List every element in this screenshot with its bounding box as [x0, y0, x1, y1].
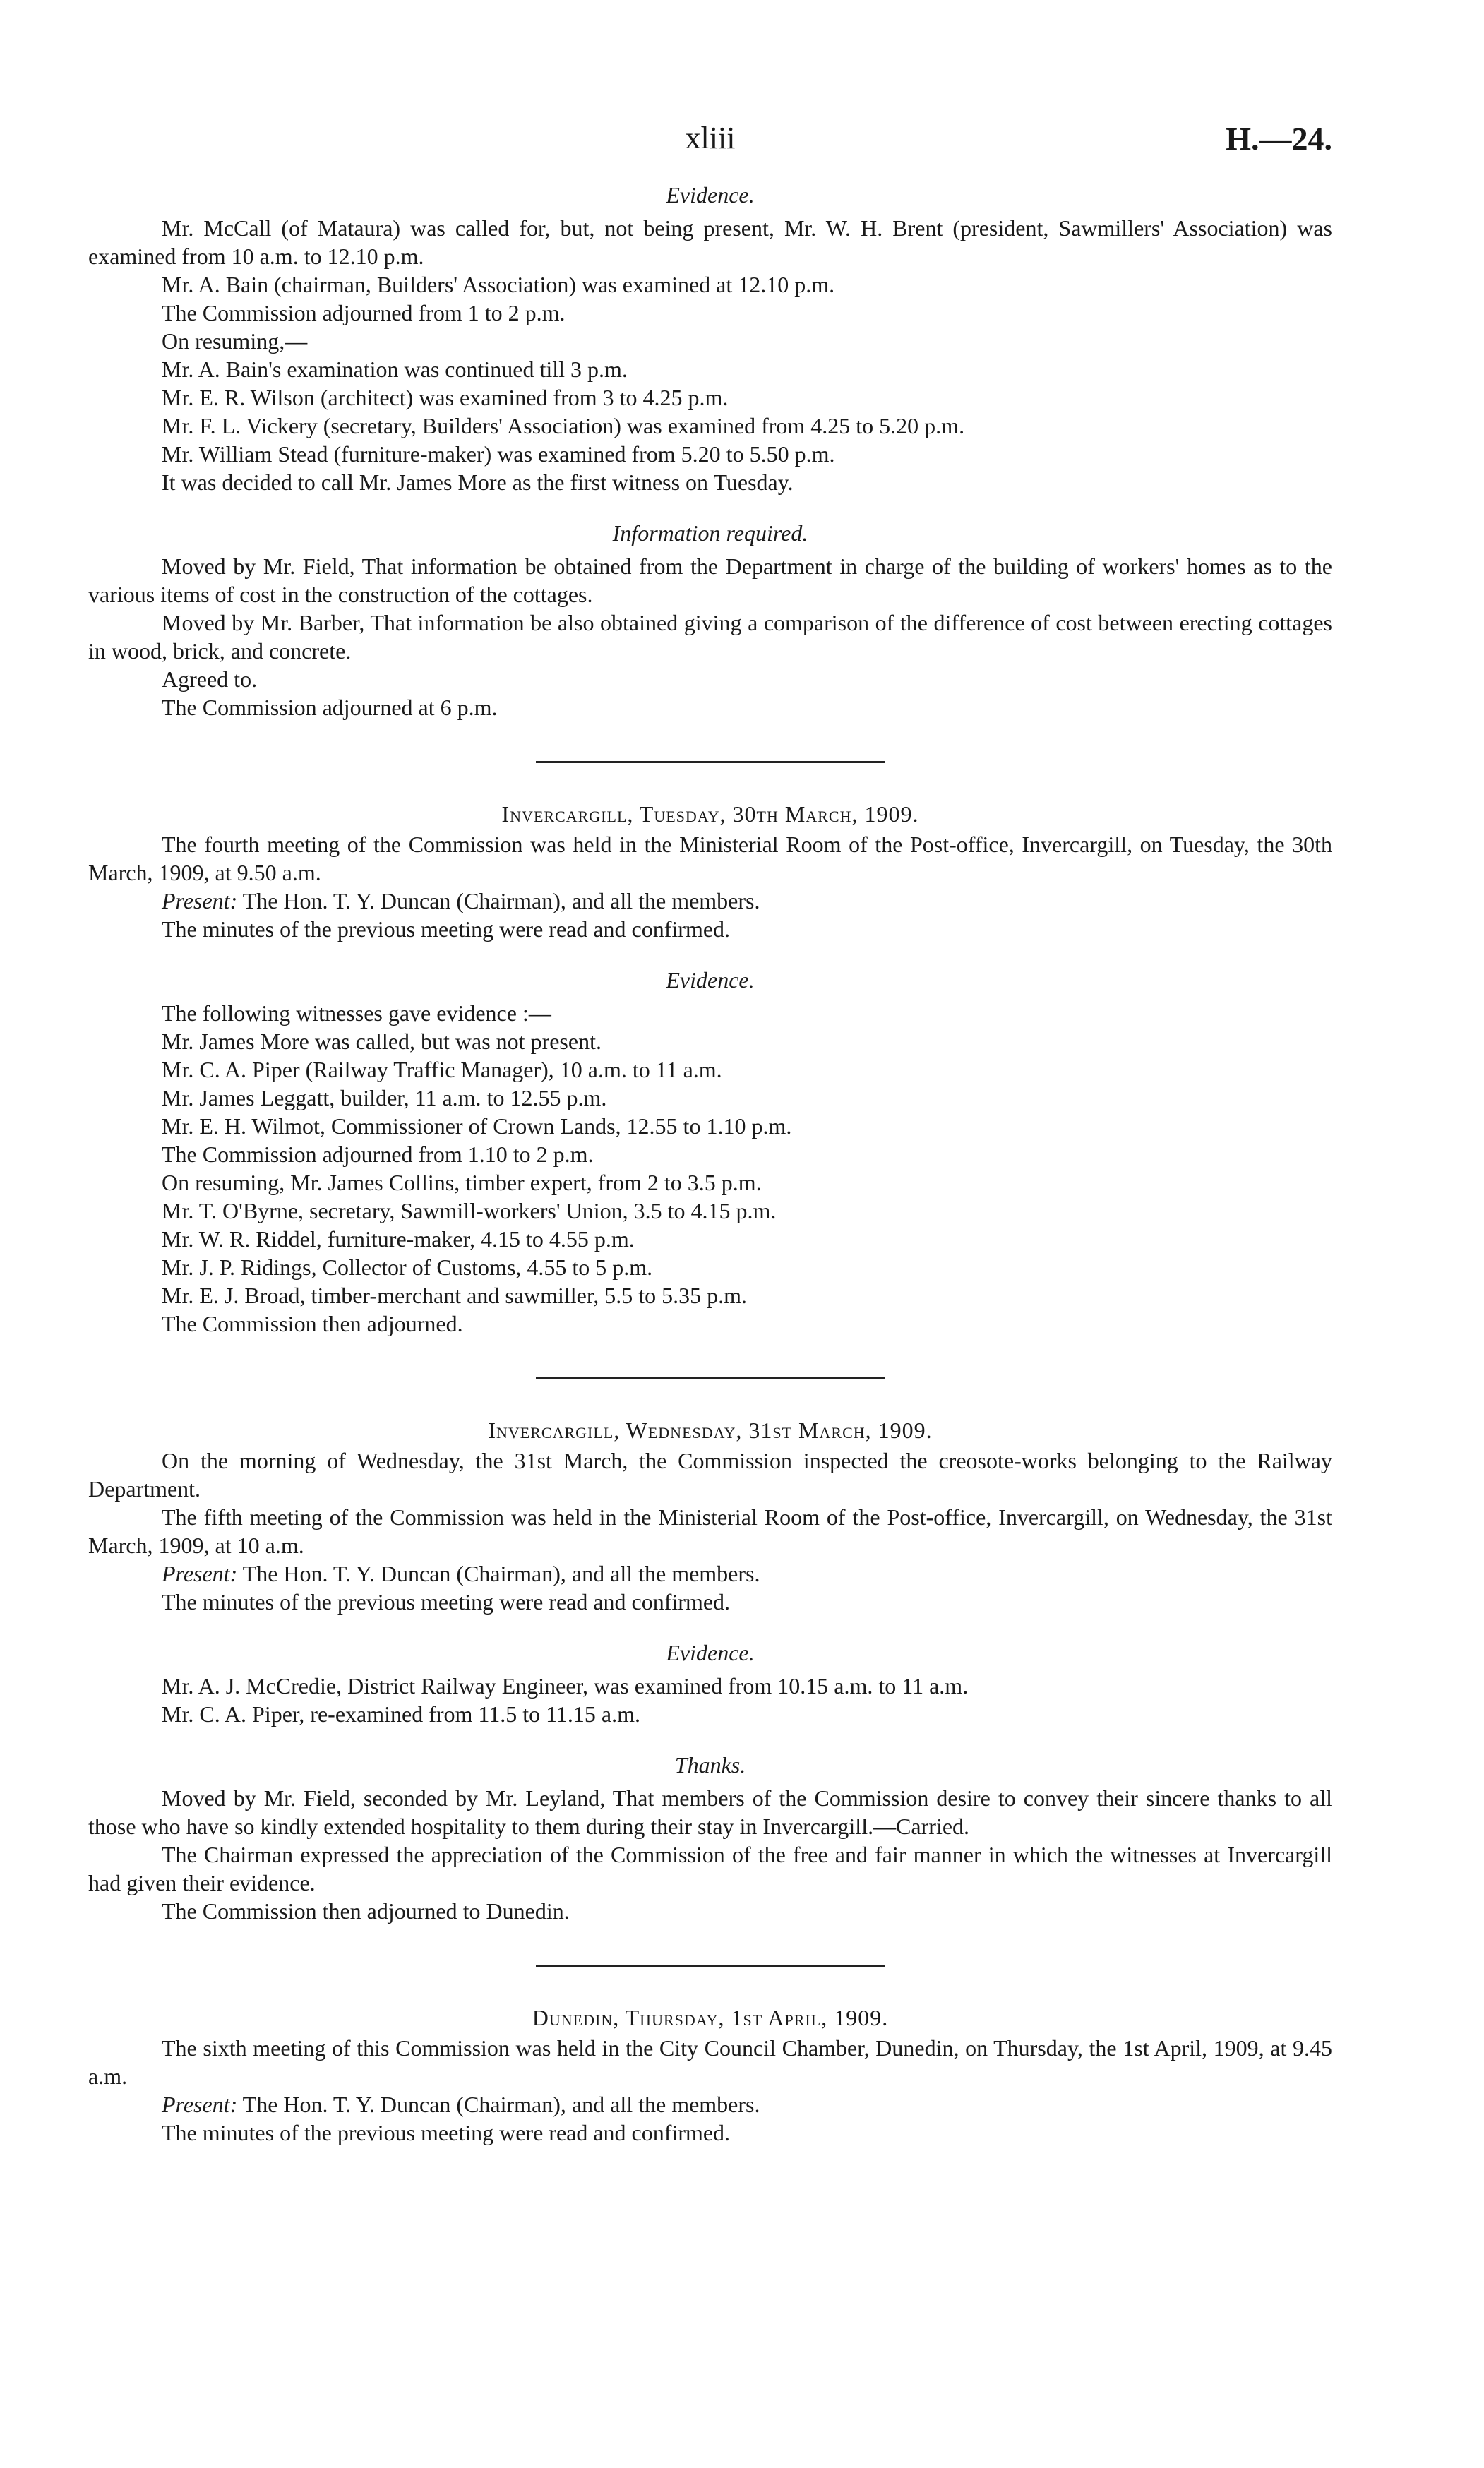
document-page — [88, 106, 1332, 2147]
paragraph: Mr. A. J. McCredie, District Railway Engineer, was examined from 10.15 a.m. to 11 a.m. — [162, 1673, 969, 1699]
paragraph: The following witnesses gave evidence :— — [162, 1000, 551, 1026]
evidence-subheading: Evidence. — [666, 967, 755, 993]
paragraph: On resuming, Mr. James Collins, timber expert, from 2 to 3.5 p.m. — [162, 1170, 762, 1195]
paragraph: Mr. F. L. Vickery (secretary, Builders' Association) was examined from 4.25 to 5.20 p.m. — [162, 413, 965, 438]
paragraph: The sixth meeting of this Commission was held in the City Council Chamber, Dunedin, on Thursday, the 1st April, 1909, at 9.45 a.m. — [88, 2035, 1332, 2089]
paragraph: The fifth meeting of the Commission was held in the Ministerial Room of the Post-office, Invercargill, on Wednesday, the 31st March, 1909, at 10 a.m. — [88, 1504, 1332, 1558]
paragraph: Moved by Mr. Barber, That information be also obtained giving a comparison of the difference of cost between erecting cottages in wood, brick, and concrete. — [88, 610, 1332, 664]
paragraph: On resuming,— — [162, 328, 308, 354]
page-number: xliii — [685, 121, 736, 155]
present-text: The Hon. T. Y. Duncan (Chairman), and all the members. — [237, 2092, 760, 2117]
present-line — [88, 1559, 1332, 1588]
paragraph: Mr. C. A. Piper, re-examined from 11.5 to 11.15 a.m. — [162, 1701, 641, 1727]
meeting-heading: Invercargill, Tuesday, 30th March, 1909. — [501, 801, 919, 827]
paragraph: Mr. W. R. Riddel, furniture-maker, 4.15 to 4.55 p.m. — [162, 1226, 635, 1252]
paragraph: Mr. McCall (of Mataura) was called for, but, not being present, Mr. W. H. Brent (president, Sawmillers' Association) was examined from 10 a.m. to 12.10 p.m. — [88, 215, 1332, 269]
present-line — [88, 887, 1332, 915]
paragraph: Moved by Mr. Field, That information be obtained from the Department in charge of the building of workers' homes as to the various items of cost in the construction of the cottages. — [88, 553, 1332, 607]
present-line — [88, 2090, 1332, 2119]
section-divider — [536, 1965, 885, 1967]
paragraph: The Commission then adjourned. — [162, 1311, 463, 1336]
paragraph: Mr. James More was called, but was not present. — [162, 1029, 602, 1054]
paragraph: Mr. E. H. Wilmot, Commissioner of Crown Lands, 12.55 to 1.10 p.m. — [162, 1113, 792, 1139]
paragraph: The Commission then adjourned to Dunedin. — [162, 1898, 570, 1924]
evidence-subheading: Evidence. — [666, 1640, 755, 1665]
present-text: The Hon. T. Y. Duncan (Chairman), and all the members. — [237, 888, 760, 913]
paragraph: Mr. T. O'Byrne, secretary, Sawmill-workers' Union, 3.5 to 4.15 p.m. — [162, 1198, 777, 1223]
paragraph: Mr. E. J. Broad, timber-merchant and sawmiller, 5.5 to 5.35 p.m. — [162, 1283, 748, 1308]
paragraph: The Commission adjourned from 1.10 to 2 p.m. — [162, 1142, 594, 1167]
paragraph: The minutes of the previous meeting were read and confirmed. — [162, 916, 731, 942]
document-code: H.—24. — [1226, 121, 1332, 157]
evidence-subheading: Evidence. — [666, 182, 755, 208]
paragraph: The Commission adjourned at 6 p.m. — [162, 695, 498, 720]
page-header — [88, 106, 1332, 162]
present-label: Present: — [162, 2092, 238, 2117]
paragraph: Mr. E. R. Wilson (architect) was examined from 3 to 4.25 p.m. — [162, 385, 729, 410]
paragraph: Mr. William Stead (furniture-maker) was examined from 5.20 to 5.50 p.m. — [162, 441, 835, 467]
paragraph: On the morning of Wednesday, the 31st March, the Commission inspected the creosote-works belonging to the Railway Department. — [88, 1448, 1332, 1502]
paragraph: Mr. James Leggatt, builder, 11 a.m. to 12.55 p.m. — [162, 1085, 607, 1110]
section-divider — [536, 761, 885, 763]
section-divider — [536, 1377, 885, 1379]
paragraph: The fourth meeting of the Commission was held in the Ministerial Room of the Post-office, Invercargill, on Tuesday, the 30th March, 1909, at 9.50 a.m. — [88, 832, 1332, 885]
present-text: The Hon. T. Y. Duncan (Chairman), and all the members. — [237, 1561, 760, 1586]
information-subheading: Information required. — [612, 520, 808, 546]
paragraph: Mr. C. A. Piper (Railway Traffic Manager), 10 a.m. to 11 a.m. — [162, 1057, 722, 1082]
paragraph: Mr. A. Bain's examination was continued till 3 p.m. — [162, 357, 628, 382]
present-label: Present: — [162, 888, 238, 913]
meeting-heading: Invercargill, Wednesday, 31st March, 1909. — [488, 1418, 933, 1443]
paragraph: Moved by Mr. Field, seconded by Mr. Leyland, That members of the Commission desire to convey their sincere thanks to all those who have so kindly extended hospitality to them during their stay in Invercargill.—Carried. — [88, 1785, 1332, 1839]
paragraph: Mr. A. Bain (chairman, Builders' Association) was examined at 12.10 p.m. — [162, 272, 835, 297]
paragraph: The minutes of the previous meeting were read and confirmed. — [162, 2120, 731, 2145]
thanks-subheading: Thanks. — [674, 1752, 746, 1778]
paragraph: It was decided to call Mr. James More as the first witness on Tuesday. — [162, 469, 794, 495]
meeting-heading: Dunedin, Thursday, 1st April, 1909. — [532, 2005, 889, 2030]
paragraph: Agreed to. — [162, 666, 258, 692]
paragraph: The minutes of the previous meeting were read and confirmed. — [162, 1589, 731, 1615]
paragraph: Mr. J. P. Ridings, Collector of Customs, 4.55 to 5 p.m. — [162, 1254, 653, 1280]
paragraph: The Commission adjourned from 1 to 2 p.m. — [162, 300, 566, 325]
present-label: Present: — [162, 1561, 238, 1586]
paragraph: The Chairman expressed the appreciation of the Commission of the free and fair manner in which the witnesses at Invercargill had given their evidence. — [88, 1842, 1332, 1895]
